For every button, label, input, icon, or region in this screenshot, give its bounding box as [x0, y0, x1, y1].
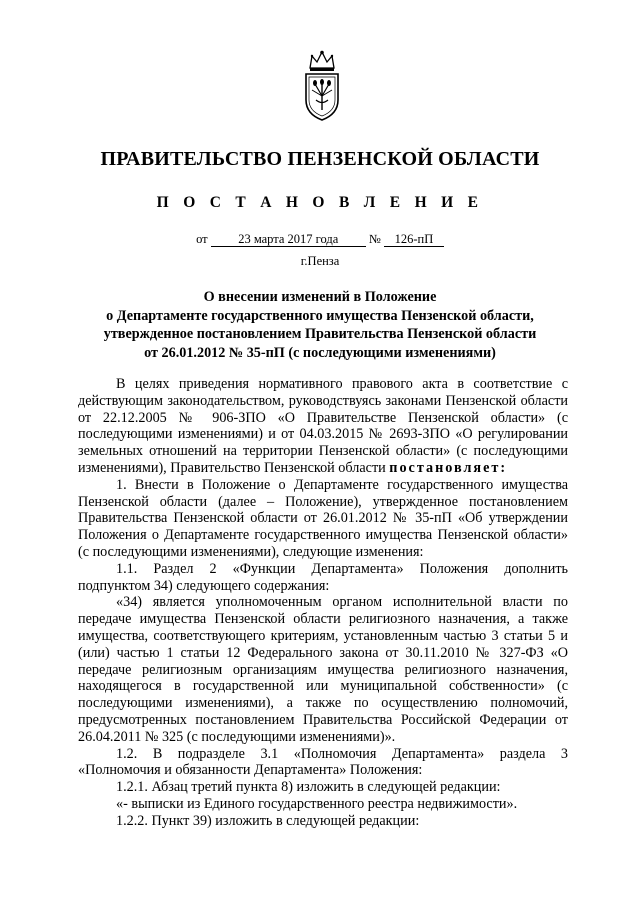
date-number-line: [0, 232, 640, 247]
paragraph-item-1-2-2: 1.2.2. Пункт 39) изложить в следующей редакции:: [116, 812, 420, 829]
document-subject: [90, 288, 550, 362]
paragraph-item-1: 1. Внести в Положение о Департаменте государственного имущества Пензенской области (далее – Положение), утвержденное постановлением Правительства Пензенской области от 26.01.2012 № 35-пП «Об утверждении Положения о Департаменте государственного имущества Пензенской области» (с последующими изменениями), следующие изменения:: [78, 476, 568, 560]
document-date: 23 марта 2017 года: [211, 233, 366, 247]
paragraph-item-1-1: 1.1. Раздел 2 «Функции Департамента» Положения дополнить подпунктом 34) следующего содержания:: [78, 560, 568, 594]
paragraph-quote-extract: «- выписки из Единого государственного реестра недвижимости».: [116, 795, 518, 812]
subject-line: О внесении изменений в Положение: [203, 289, 437, 305]
preamble-text: В целях приведения нормативного правового акта в соответствие с действующим законодательством, руководствуясь законами Пензенской области от 22.12.2005 № 906-ЗПО «О Правительстве Пензенской области» (с последующими изменениями) и от 04.03.2015 № 2693-ЗПО «О регулировании земельных отношений на территории Пензенской области» (с последующими изменениями), Правительство Пензенской области: [78, 376, 568, 476]
subject-line: о Департаменте государственного имущества Пензенской области,: [106, 307, 534, 324]
document-type: П О С Т А Н О В Л Е Н И Е: [156, 194, 484, 211]
paragraph-preamble: [78, 376, 568, 477]
decree-word: постановляет:: [389, 459, 508, 476]
government-title: ПРАВИТЕЛЬСТВО ПЕНЗЕНСКОЙ ОБЛАСТИ: [100, 148, 540, 170]
subject-line: от 26.01.2012 № 35-пП (с последующими изменениями): [144, 344, 496, 361]
city: г.Пенза: [300, 254, 340, 268]
paragraph-quote-34: «34) является уполномоченным органом исполнительной власти по передаче имущества Пензенской области религиозного назначения, а также имущества, соответствующего критериям, установленным частью 3 статьи 5 и (или) частью 1 статьи 12 Федерального закона от 30.11.2010 № 327-ФЗ «О передаче религиозным организациям имущества религиозного назначения, находящегося в государственной или муниципальной собственности» (с последующими изменениями), а также по осуществлению полномочий, предусмотренных постановлением Правительства Российской Федерации от 26.04.2011 № 325 (с последующими изменениями)».: [78, 594, 568, 745]
number-sign: №: [368, 232, 381, 246]
paragraph-item-1-2-1: 1.2.1. Абзац третий пункта 8) изложить в следующей редакции:: [116, 779, 501, 796]
penza-coat-of-arms-emblem: [300, 50, 344, 122]
document-number: 126-пП: [384, 233, 444, 247]
date-prefix: от: [196, 232, 208, 246]
paragraph-item-1-2: 1.2. В подразделе 3.1 «Полномочия Департамента» раздела 3 «Полномочия и обязанности Департамента» Положения:: [78, 745, 568, 779]
document-body: [78, 376, 568, 830]
subject-line: утвержденное постановлением Правительства Пензенской области: [103, 326, 537, 342]
